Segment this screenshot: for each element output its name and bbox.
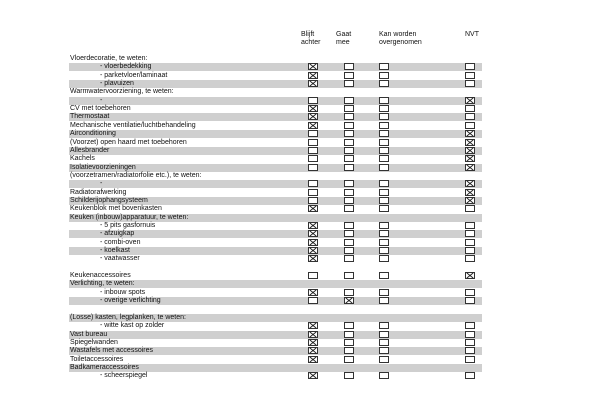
row-label: Isolatievoorzieningen [70, 163, 136, 171]
checklist-row [69, 347, 482, 355]
checklist-row [69, 88, 482, 96]
checkbox-kan-worden-overgenomen[interactable] [379, 197, 389, 204]
checklist-row [69, 180, 482, 188]
column-header-gaat-mee [336, 31, 351, 47]
row-label: Wastafels met accessoires [70, 347, 153, 355]
checkbox-blijft-achter[interactable] [308, 164, 318, 171]
row-label: Keuken (inbouw)apparatuur, te weten: [70, 213, 189, 221]
checkbox-nvt[interactable] [465, 230, 475, 237]
checkbox-kan-worden-overgenomen[interactable] [379, 255, 389, 262]
checklist-row [69, 97, 482, 105]
row-label: Vloerdecoratie, te weten: [70, 55, 148, 62]
row-label: Warmwatervoorziening, te weten: [70, 88, 174, 96]
checkbox-gaat-mee[interactable] [344, 180, 354, 187]
checkbox-nvt[interactable] [465, 80, 475, 87]
checkbox-blijft-achter[interactable] [308, 230, 318, 237]
row-label: - vaatwasser [100, 255, 140, 263]
checkbox-nvt[interactable] [465, 331, 475, 338]
row-label: Verlichting, te weten: [70, 280, 135, 288]
checkbox-blijft-achter[interactable] [308, 180, 318, 187]
checkbox-gaat-mee[interactable] [344, 339, 354, 346]
checkbox-blijft-achter[interactable] [308, 297, 318, 304]
row-label: - parketvloer/laminaat [100, 71, 168, 79]
checklist-row [69, 172, 482, 180]
row-label: Allesbrander [70, 146, 110, 154]
checklist-row [69, 189, 482, 197]
checkbox-gaat-mee[interactable] [344, 222, 354, 229]
row-label: (voorzetramen/radiatorfolie etc.), te weten: [70, 171, 202, 179]
checkbox-gaat-mee[interactable] [344, 72, 354, 79]
checkbox-gaat-mee[interactable] [344, 289, 354, 296]
row-label: - [100, 180, 103, 188]
checkbox-gaat-mee[interactable] [344, 255, 354, 262]
checkbox-gaat-mee[interactable] [344, 230, 354, 237]
checkbox-nvt[interactable] [465, 97, 475, 104]
checkbox-kan-worden-overgenomen[interactable] [379, 105, 389, 112]
checkbox-kan-worden-overgenomen[interactable] [379, 164, 389, 171]
checkbox-nvt[interactable] [465, 197, 475, 204]
checkbox-blijft-achter[interactable] [308, 113, 318, 120]
checklist-row [69, 113, 482, 121]
column-header-line: Gaat [336, 31, 352, 38]
checkbox-kan-worden-overgenomen[interactable] [379, 130, 389, 137]
checklist-row [69, 63, 482, 71]
checkbox-kan-worden-overgenomen[interactable] [379, 356, 389, 363]
checklist-row [69, 105, 482, 113]
checkbox-kan-worden-overgenomen[interactable] [379, 189, 389, 196]
row-label: - combi-oven [100, 238, 141, 246]
checkbox-nvt[interactable] [465, 356, 475, 363]
row-label: Vast bureau [70, 330, 108, 338]
checklist-row [69, 314, 482, 322]
spacer-row [69, 264, 482, 272]
column-header-line: Kan worden [379, 31, 417, 38]
checkbox-kan-worden-overgenomen[interactable] [379, 113, 389, 120]
checkbox-nvt[interactable] [465, 289, 475, 296]
checkbox-blijft-achter[interactable] [308, 339, 318, 346]
row-label: Radiatorafwerking [70, 188, 127, 196]
checkbox-gaat-mee[interactable] [344, 130, 354, 137]
checkbox-kan-worden-overgenomen[interactable] [379, 63, 389, 70]
column-header-line: mee [336, 39, 350, 46]
checkbox-gaat-mee[interactable] [344, 272, 354, 279]
checkbox-nvt[interactable] [465, 164, 475, 171]
checkbox-blijft-achter[interactable] [308, 322, 318, 329]
checkbox-gaat-mee[interactable] [344, 139, 354, 146]
checkbox-nvt[interactable] [465, 105, 475, 112]
checkbox-nvt[interactable] [465, 139, 475, 146]
checklist-row [69, 289, 482, 297]
column-header-line: NVT [465, 31, 479, 38]
checkbox-blijft-achter[interactable] [308, 255, 318, 262]
checklist-row [69, 122, 482, 130]
checkbox-gaat-mee[interactable] [344, 189, 354, 196]
column-header-blijft-achter [301, 31, 320, 47]
checkbox-nvt[interactable] [465, 147, 475, 154]
checklist-row [69, 214, 482, 222]
checklist-row [69, 222, 482, 230]
checkbox-blijft-achter[interactable] [308, 130, 318, 137]
checklist-row [69, 55, 482, 63]
checkbox-gaat-mee[interactable] [344, 247, 354, 254]
checkbox-kan-worden-overgenomen[interactable] [379, 180, 389, 187]
checkbox-blijft-achter[interactable] [308, 122, 318, 129]
checkbox-blijft-achter[interactable] [308, 105, 318, 112]
column-header-kan-worden-overgenomen [379, 31, 422, 47]
checkbox-blijft-achter[interactable] [308, 72, 318, 79]
checkbox-gaat-mee[interactable] [344, 113, 354, 120]
checklist-row [69, 130, 482, 138]
row-label: CV met toebehoren [70, 105, 131, 113]
row-label: - overige verlichting [100, 297, 161, 305]
checklist-row [69, 322, 482, 330]
checkbox-nvt[interactable] [465, 72, 475, 79]
row-label: - witte kast op zolder [100, 322, 165, 330]
checkbox-gaat-mee[interactable] [344, 122, 354, 129]
checkbox-kan-worden-overgenomen[interactable] [379, 247, 389, 254]
checkbox-kan-worden-overgenomen[interactable] [379, 97, 389, 104]
row-label: Toiletaccessoires [70, 355, 124, 363]
checkbox-kan-worden-overgenomen[interactable] [379, 147, 389, 154]
checkbox-nvt[interactable] [465, 189, 475, 196]
checkbox-kan-worden-overgenomen[interactable] [379, 297, 389, 304]
checkbox-nvt[interactable] [465, 130, 475, 137]
checklist-row [69, 139, 482, 147]
row-label: - inbouw spots [100, 288, 146, 296]
checkbox-kan-worden-overgenomen[interactable] [379, 339, 389, 346]
checklist-row [69, 372, 482, 380]
checkbox-blijft-achter[interactable] [308, 147, 318, 154]
column-header-line: Blijft [301, 31, 315, 38]
column-header-line: overgenomen [379, 39, 422, 46]
checklist-row [69, 72, 482, 80]
checkbox-gaat-mee[interactable] [344, 105, 354, 112]
checkbox-kan-worden-overgenomen[interactable] [379, 205, 389, 212]
checkbox-kan-worden-overgenomen[interactable] [379, 331, 389, 338]
checkbox-kan-worden-overgenomen[interactable] [379, 230, 389, 237]
checkbox-nvt[interactable] [465, 180, 475, 187]
checkbox-blijft-achter[interactable] [308, 97, 318, 104]
checkbox-blijft-achter[interactable] [308, 63, 318, 70]
checkbox-nvt[interactable] [465, 205, 475, 212]
checkbox-nvt[interactable] [465, 322, 475, 329]
checkbox-kan-worden-overgenomen[interactable] [379, 272, 389, 279]
checklist-row [69, 80, 482, 88]
checkbox-gaat-mee[interactable] [344, 80, 354, 87]
checkbox-nvt[interactable] [465, 339, 475, 346]
checklist-row [69, 272, 482, 280]
checklist-row [69, 164, 482, 172]
checklist-row [69, 247, 482, 255]
checkbox-blijft-achter[interactable] [308, 197, 318, 204]
checkbox-nvt[interactable] [465, 347, 475, 354]
checkbox-gaat-mee[interactable] [344, 205, 354, 212]
checkbox-nvt[interactable] [465, 272, 475, 279]
row-label: - koelkast [100, 247, 130, 254]
row-label: - 5 pits gasfornuis [100, 222, 156, 229]
checklist-row [69, 356, 482, 364]
checkbox-nvt[interactable] [465, 255, 475, 262]
checkbox-blijft-achter[interactable] [308, 331, 318, 338]
checkbox-blijft-achter[interactable] [308, 155, 318, 162]
row-label: Keukenblok met bovenkasten [70, 205, 162, 213]
checkbox-gaat-mee[interactable] [344, 97, 354, 104]
checkbox-nvt[interactable] [465, 122, 475, 129]
checklist-row [69, 364, 482, 372]
checkbox-kan-worden-overgenomen[interactable] [379, 372, 389, 379]
checkbox-blijft-achter[interactable] [308, 205, 318, 212]
checkbox-kan-worden-overgenomen[interactable] [379, 72, 389, 79]
checkbox-nvt[interactable] [465, 113, 475, 120]
checkbox-nvt[interactable] [465, 239, 475, 246]
checklist-row [69, 280, 482, 288]
checkbox-gaat-mee[interactable] [344, 347, 354, 354]
checklist-row [69, 197, 482, 205]
row-label: Mechanische ventilatie/luchtbehandeling [70, 121, 196, 129]
row-label: - scheerspiegel [100, 372, 148, 380]
checklist-row [69, 147, 482, 155]
row-label: - afzuigkap [100, 230, 135, 238]
checkbox-gaat-mee[interactable] [344, 197, 354, 204]
checkbox-gaat-mee[interactable] [344, 164, 354, 171]
checklist-row [69, 297, 482, 305]
checkbox-nvt[interactable] [465, 63, 475, 70]
checkbox-kan-worden-overgenomen[interactable] [379, 122, 389, 129]
checkbox-kan-worden-overgenomen[interactable] [379, 347, 389, 354]
checkbox-blijft-achter[interactable] [308, 239, 318, 246]
checkbox-kan-worden-overgenomen[interactable] [379, 239, 389, 246]
row-label: - vloerbedekking [100, 63, 152, 71]
checklist-row [69, 205, 482, 213]
checkbox-nvt[interactable] [465, 372, 475, 379]
checklist-row [69, 155, 482, 163]
checkbox-kan-worden-overgenomen[interactable] [379, 222, 389, 229]
checkbox-gaat-mee[interactable] [344, 322, 354, 329]
checkbox-kan-worden-overgenomen[interactable] [379, 322, 389, 329]
checkbox-kan-worden-overgenomen[interactable] [379, 80, 389, 87]
checkbox-gaat-mee[interactable] [344, 356, 354, 363]
checkbox-gaat-mee[interactable] [344, 63, 354, 70]
row-label: Airconditioning [70, 130, 116, 138]
checkbox-nvt[interactable] [465, 297, 475, 304]
checkbox-blijft-achter[interactable] [308, 222, 318, 229]
row-label: - plavuizen [100, 80, 134, 87]
checkbox-gaat-mee[interactable] [344, 155, 354, 162]
checkbox-blijft-achter[interactable] [308, 139, 318, 146]
checkbox-gaat-mee[interactable] [344, 147, 354, 154]
checklist-row [69, 331, 482, 339]
checkbox-gaat-mee[interactable] [344, 372, 354, 379]
row-label: Keukenaccessoires [70, 272, 131, 280]
row-label: (Losse) kasten, legplanken, te weten: [70, 313, 186, 321]
row-label: (Voorzet) open haard met toebehoren [70, 138, 187, 146]
checklist-row [69, 255, 482, 263]
checkbox-nvt[interactable] [465, 155, 475, 162]
row-label: Badkameraccessoires [70, 363, 139, 371]
row-label: Spiegelwanden [70, 338, 118, 346]
checkbox-blijft-achter[interactable] [308, 80, 318, 87]
row-label: Schilderijophangsysteem [70, 196, 148, 204]
checkbox-blijft-achter[interactable] [308, 289, 318, 296]
checkbox-blijft-achter[interactable] [308, 356, 318, 363]
checkbox-blijft-achter[interactable] [308, 372, 318, 379]
checkbox-blijft-achter[interactable] [308, 347, 318, 354]
checkbox-gaat-mee[interactable] [344, 297, 354, 304]
checkbox-kan-worden-overgenomen[interactable] [379, 139, 389, 146]
row-label: Thermostaat [70, 113, 110, 121]
checkbox-gaat-mee[interactable] [344, 239, 354, 246]
checkbox-nvt[interactable] [465, 247, 475, 254]
spacer-row [69, 306, 482, 314]
checklist-row [69, 239, 482, 247]
checkbox-blijft-achter[interactable] [308, 247, 318, 254]
checkbox-gaat-mee[interactable] [344, 331, 354, 338]
checkbox-kan-worden-overgenomen[interactable] [379, 155, 389, 162]
column-header-nvt [465, 31, 479, 39]
row-label: - [100, 96, 103, 104]
checkbox-blijft-achter[interactable] [308, 272, 318, 279]
checklist-row [69, 230, 482, 238]
checkbox-kan-worden-overgenomen[interactable] [379, 289, 389, 296]
checkbox-blijft-achter[interactable] [308, 189, 318, 196]
row-label: Kachels [70, 155, 95, 163]
checklist-row [69, 339, 482, 347]
checkbox-nvt[interactable] [465, 222, 475, 229]
column-header-line: achter [301, 39, 321, 46]
